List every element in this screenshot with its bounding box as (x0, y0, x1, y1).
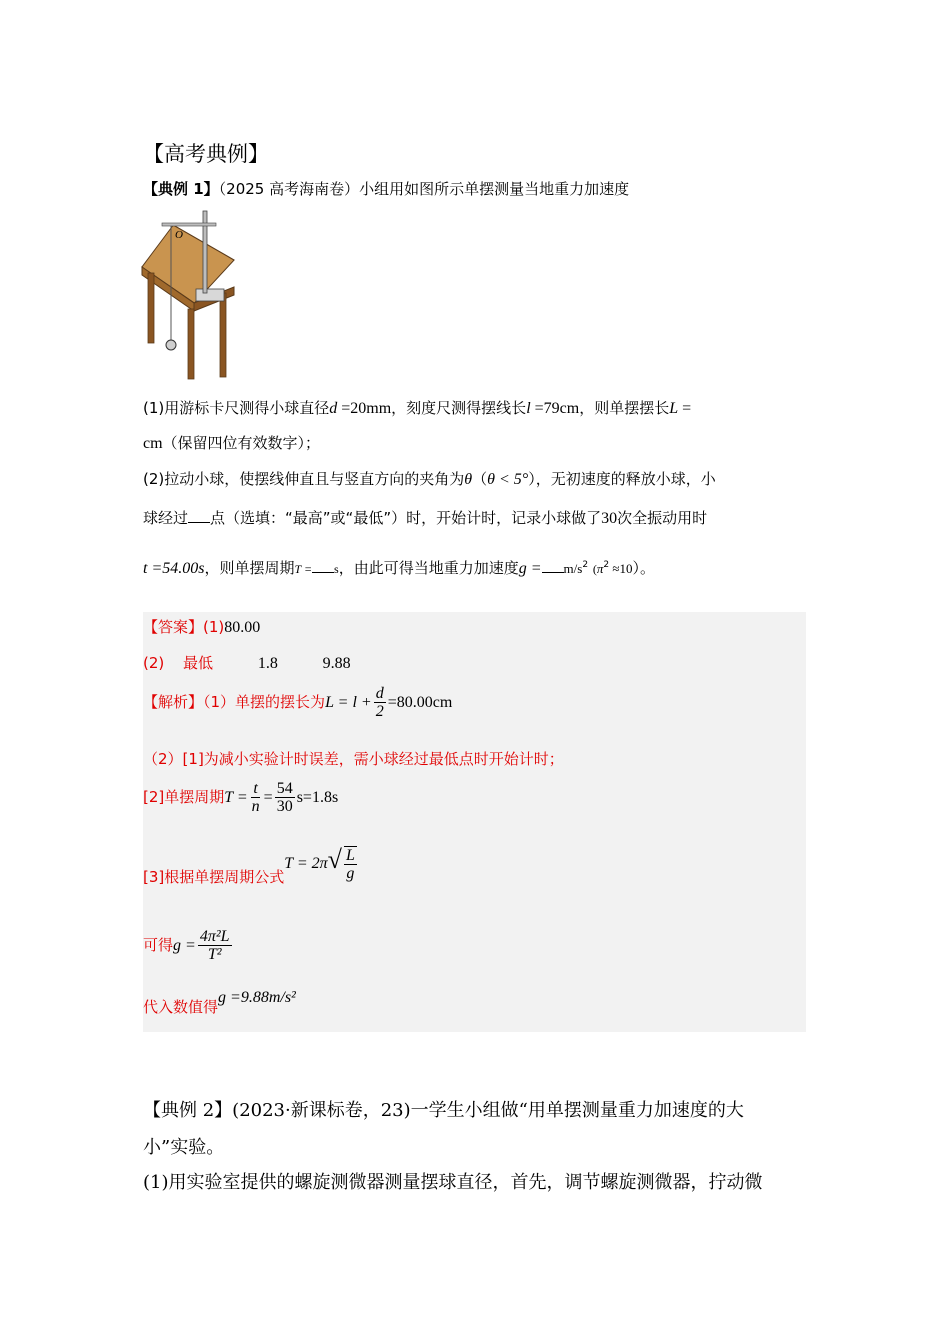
s-unit: s (334, 562, 339, 576)
frac-n: n (251, 798, 260, 815)
figure-label-o: O (175, 229, 183, 241)
question-1-line1 (143, 397, 691, 418)
t-expression: t =54.00s (143, 560, 205, 577)
example2-line3: (1)用实验室提供的螺旋测微器测量摆球直径，首先，调节螺旋测微器，拧动微 (143, 1172, 763, 1193)
analysis-text-5: 可得 (143, 936, 174, 954)
pi-value: ≈10 (609, 561, 633, 576)
q2-text-a: (2)拉动小球，使摆线伸直且与竖直方向的夹角为 (143, 470, 465, 488)
answer-2-label: (2) (143, 654, 165, 672)
answer-line1 (143, 616, 260, 637)
analysis-text-3: [2]单摆周期 (143, 788, 225, 806)
q2-text-b: ），无初速度的释放小球，小 (528, 470, 716, 488)
L-equals: = (678, 400, 692, 417)
answer-1-value: 80.00 (224, 619, 261, 636)
analysis-line3: [2]单摆周期T = $\frac{t}{n}$ = $\frac{54}{30}$ s=1.8s (143, 780, 339, 815)
q2-paren: （ (472, 470, 488, 488)
q2-text-e: 次全振动用时 (617, 509, 708, 527)
analysis-line4: [3]根据单摆周期公式T = 2π√ $\frac{L}{g}$ (143, 845, 355, 886)
L-symbol: L (669, 400, 679, 417)
frac-L: L (345, 846, 355, 864)
frac-2: 2 (375, 703, 384, 720)
example1-tag: 【典例 1】 (143, 180, 219, 198)
question-2-line3: t =54.00s，则单摆周期T = s，由此可得当地重力加速度$g = m/s^2$ $(\pi^2 \approx 10)$。 (143, 559, 655, 577)
g-expression: g = (173, 937, 196, 954)
q1-text-c: ，则单摆摆长 (579, 399, 670, 417)
answer-2-value-1: 最低 (183, 654, 214, 672)
example2-line2: 小”实验。 (143, 1137, 225, 1158)
q2-text-c: 球经过 (143, 509, 189, 527)
q2-text-d: 点（选填：“最高”或“最低”）时，开始计时，记录小球做了 (210, 509, 602, 527)
example1-stem: 小组用如图所示单摆测量当地重力加速度 (359, 180, 630, 198)
q1-text-d: （保留四位有效数字）； (162, 434, 321, 452)
analysis-line2: （2）[1]为减小实验计时误差，需小球经过最低点时开始计时； (143, 750, 564, 768)
frac-t: t (253, 780, 258, 797)
example1-heading (143, 178, 629, 199)
n-value: 30 (601, 510, 618, 527)
q1-text-b: ，刻度尺测得摆线长 (391, 399, 527, 417)
answer-blank-1[interactable] (188, 508, 210, 523)
d-symbol: d (329, 400, 338, 417)
section-title: 【高考典例】 (143, 142, 269, 166)
frac-g: g (346, 864, 355, 882)
q2-text-h: ）。 (632, 559, 655, 577)
pi-symbol: π (596, 561, 604, 576)
theta-condition: θ < 5° (487, 471, 529, 488)
answer-blank-2[interactable] (312, 558, 334, 573)
analysis-text-6: 代入数值得 (143, 998, 219, 1016)
g-result: g =9.88m/s² (218, 989, 296, 1006)
answer-tag: 【答案】 (143, 618, 204, 636)
frac-4pi2L: 4π²L (199, 928, 230, 945)
d-value: =20mm (337, 400, 392, 417)
q2-text-g: ，由此可得当地重力加速度 (338, 559, 519, 577)
period-formula: T = 2π (284, 855, 328, 872)
T-equals: T = (294, 562, 313, 576)
analysis-text-1: （1）单摆的摆长为 (203, 693, 326, 711)
answer-1-label: (1) (203, 618, 225, 636)
analysis-line1 (143, 685, 452, 720)
T-lhs: T = (224, 789, 248, 806)
analysis-tag: 【解析】 (143, 693, 204, 711)
frac-30: 30 (276, 798, 293, 815)
theta-symbol: θ (464, 471, 473, 488)
L-result: =80.00cm (387, 694, 453, 711)
analysis-line6 (143, 988, 296, 1017)
l-value: =79cm (530, 400, 580, 417)
L-expression: L = l + (325, 694, 372, 711)
l-symbol: l (526, 400, 531, 417)
pendulum-figure (140, 205, 240, 385)
q1-text-a: (1)用游标卡尺测得小球直径 (143, 399, 330, 417)
analysis-line5 (143, 928, 234, 963)
answer-line2 (143, 652, 351, 673)
q2-text-f: ，则单摆周期 (204, 559, 295, 577)
frac-d: d (375, 685, 384, 702)
frac-T2: T² (207, 946, 222, 963)
question-2-line1 (143, 468, 716, 489)
answer-2-value-2: 1.8 (257, 655, 278, 672)
answer-blank-3[interactable] (542, 558, 564, 573)
frac-54: 54 (276, 780, 293, 797)
cm-unit: cm (143, 435, 163, 452)
analysis-text-4: [3]根据单摆周期公式 (143, 868, 285, 886)
g-equals: g = (518, 560, 542, 577)
answer-2-value-3: 9.88 (322, 655, 351, 672)
T-result: s=1.8s (296, 789, 339, 806)
example1-source: （2025 高考海南卷） (218, 180, 360, 198)
question-1-line2 (143, 432, 320, 453)
g-unit: m/s (563, 561, 583, 576)
answer-panel (143, 612, 806, 1032)
example2-line1: 【典例 2】(2023·新课标卷，23)一学生小组做“用单摆测量重力加速度的大 (143, 1100, 744, 1121)
question-2-line2 (143, 507, 707, 528)
